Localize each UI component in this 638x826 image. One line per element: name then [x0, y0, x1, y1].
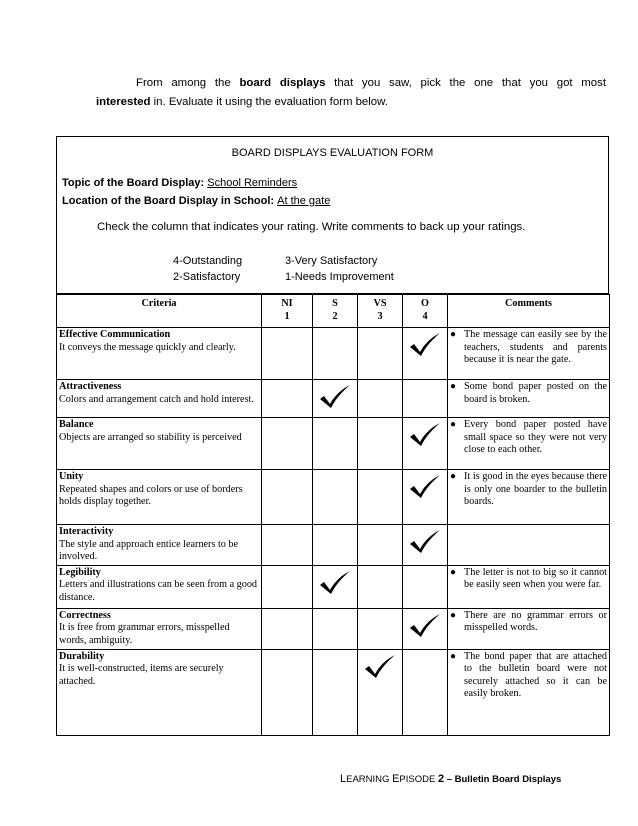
rating-cell-vs: [358, 380, 403, 418]
topic-value: School Reminders: [207, 177, 298, 189]
criteria-cell: [57, 565, 262, 608]
comment-text: Some bond paper posted on the board is broken.: [464, 381, 607, 405]
legend-outstanding: 4-Outstanding: [173, 255, 243, 267]
header-vs: VS 3: [358, 295, 403, 328]
table-row: [57, 649, 610, 735]
legend-satisfactory: 2-Satisfactory: [173, 271, 241, 283]
criteria-cell: [57, 525, 262, 566]
criteria-name: Attractiveness: [59, 381, 122, 392]
checkmark-icon: [405, 613, 445, 639]
intro-paragraph: [96, 74, 606, 112]
rating-cell-s: [313, 328, 358, 380]
bullet-icon: ●: [450, 381, 457, 392]
bullet-icon: ●: [450, 650, 457, 662]
criteria-description: It is free from grammar errors, misspelled words, ambiguity.: [59, 622, 230, 646]
rating-cell-ni: [262, 608, 313, 649]
rating-cell-o: [403, 649, 448, 735]
rating-cell-ni: [262, 418, 313, 470]
rating-cell-o: [403, 380, 448, 418]
header-ni: NI 1: [262, 295, 313, 328]
header-s: S 2: [313, 295, 358, 328]
rating-cell-ni: [262, 525, 313, 566]
criteria-description: Repeated shapes and colors or use of borders holds display together.: [59, 483, 243, 508]
rating-cell-s: [313, 380, 358, 418]
comments-cell: [448, 418, 610, 470]
criteria-cell: [57, 470, 262, 525]
comments-cell: [448, 608, 610, 649]
table-row: [57, 608, 610, 649]
criteria-description: Colors and arrangement catch and hold interest.: [59, 393, 254, 405]
table-row: [57, 470, 610, 525]
intro-bold-board-displays: board displays: [239, 77, 326, 89]
comment-text: The bond paper that are attached to the bulletin board were not securely attached so it can be easily broken.: [464, 650, 607, 700]
criteria-description: The style and approach entice learners to be involved.: [59, 538, 239, 563]
comments-cell: [448, 565, 610, 608]
rating-cell-o: [403, 565, 448, 608]
page-footer: LEARNING EPISODE 2 – Bulletin Board Displays: [340, 773, 562, 785]
rating-cell-ni: [262, 565, 313, 608]
rating-cell-vs: [358, 565, 403, 608]
bullet-icon: ●: [450, 566, 457, 578]
criteria-description: Letters and illustrations can be seen from a good distance.: [59, 579, 258, 603]
form-title: BOARD DISPLAYS EVALUATION FORM: [231, 147, 434, 159]
bullet-icon: ●: [450, 471, 457, 482]
criteria-cell: [57, 380, 262, 418]
checkmark-icon: [405, 332, 445, 358]
criteria-cell: [57, 608, 262, 649]
table-row: [57, 328, 610, 380]
rating-cell-o: [403, 328, 448, 380]
rating-cell-ni: [262, 328, 313, 380]
header-criteria: Criteria: [57, 295, 262, 328]
rating-cell-s: [313, 525, 358, 566]
intro-bold-interested: interested: [96, 96, 151, 108]
location-line: Location of the Board Display in School: At the gate: [62, 195, 331, 207]
topic-line: Topic of the Board Display: School Reminders: [62, 177, 298, 189]
rating-cell-s: [313, 565, 358, 608]
rating-cell-o: [403, 608, 448, 649]
bullet-icon: ●: [450, 329, 457, 340]
rating-cell-o: [403, 418, 448, 470]
criteria-name: Interactivity: [59, 526, 114, 537]
comment-text: The letter is not to big so it cannot be easily seen when you were far.: [464, 566, 607, 591]
intro-line-1: From among the board displays that you saw, pick the one that you got most: [136, 77, 606, 89]
rating-cell-vs: [358, 608, 403, 649]
criteria-description: Objects are arranged so stability is perceived: [59, 431, 242, 443]
rating-cell-vs: [358, 649, 403, 735]
comments-cell: [448, 380, 610, 418]
header-comments: Comments: [448, 295, 610, 328]
checkmark-icon: [405, 474, 445, 500]
criteria-cell: [57, 328, 262, 380]
criteria-name: Balance: [59, 419, 94, 430]
evaluation-form-header: [56, 136, 609, 294]
table-row: [57, 525, 610, 566]
rating-cell-vs: [358, 470, 403, 525]
location-value: At the gate: [277, 195, 331, 207]
rating-cell-vs: [358, 525, 403, 566]
criteria-description: It conveys the message quickly and clearly.: [59, 341, 236, 353]
criteria-name: Durability: [59, 650, 105, 662]
rating-cell-s: [313, 470, 358, 525]
criteria-cell: [57, 418, 262, 470]
rating-cell-ni: [262, 470, 313, 525]
intro-line-2: interested in. Evaluate it using the evaluation form below.: [96, 96, 388, 108]
checkmark-icon: [315, 384, 355, 410]
comment-text: Every bond paper posted have small space so they were not very close to each other.: [464, 419, 607, 456]
table-row: [57, 565, 610, 608]
criteria-cell: [57, 649, 262, 735]
comment-text: It is good in the eyes because there is only one boarder to the bulletin boards.: [464, 471, 607, 508]
comments-cell: [448, 525, 610, 566]
rating-cell-o: [403, 470, 448, 525]
criteria-name: Effective Communication: [59, 329, 171, 340]
instruction-text: Check the column that indicates your rating. Write comments to back up your ratings.: [97, 221, 526, 233]
rating-cell-s: [313, 649, 358, 735]
comments-cell: [448, 649, 610, 735]
legend-needs-improvement: 1-Needs Improvement: [285, 271, 394, 283]
table-header-row: [57, 295, 610, 328]
comment-text: There are no grammar errors or misspelled words.: [464, 609, 607, 634]
criteria-name: Correctness: [59, 609, 111, 621]
rating-cell-o: [403, 525, 448, 566]
checkmark-icon: [360, 654, 400, 680]
table-row: [57, 418, 610, 470]
checkmark-icon: [405, 422, 445, 448]
header-o: O 4: [403, 295, 448, 328]
rating-cell-s: [313, 608, 358, 649]
checkmark-icon: [405, 529, 445, 555]
legend-very-satisfactory: 3-Very Satisfactory: [285, 255, 378, 267]
criteria-description: It is well-constructed, items are securely attached.: [59, 663, 224, 687]
comments-cell: [448, 470, 610, 525]
rating-cell-s: [313, 418, 358, 470]
rating-cell-ni: [262, 649, 313, 735]
rating-cell-vs: [358, 418, 403, 470]
checkmark-icon: [315, 570, 355, 596]
criteria-name: Legibility: [59, 566, 101, 578]
table-row: [57, 380, 610, 418]
bullet-icon: ●: [450, 419, 457, 430]
criteria-name: Unity: [59, 471, 84, 482]
comment-text: The message can easily see by the teachers, students and parents because it is near the gate.: [464, 329, 607, 366]
bullet-icon: ●: [450, 609, 457, 621]
evaluation-table: [56, 294, 610, 736]
rating-cell-vs: [358, 328, 403, 380]
rating-cell-ni: [262, 380, 313, 418]
comments-cell: [448, 328, 610, 380]
